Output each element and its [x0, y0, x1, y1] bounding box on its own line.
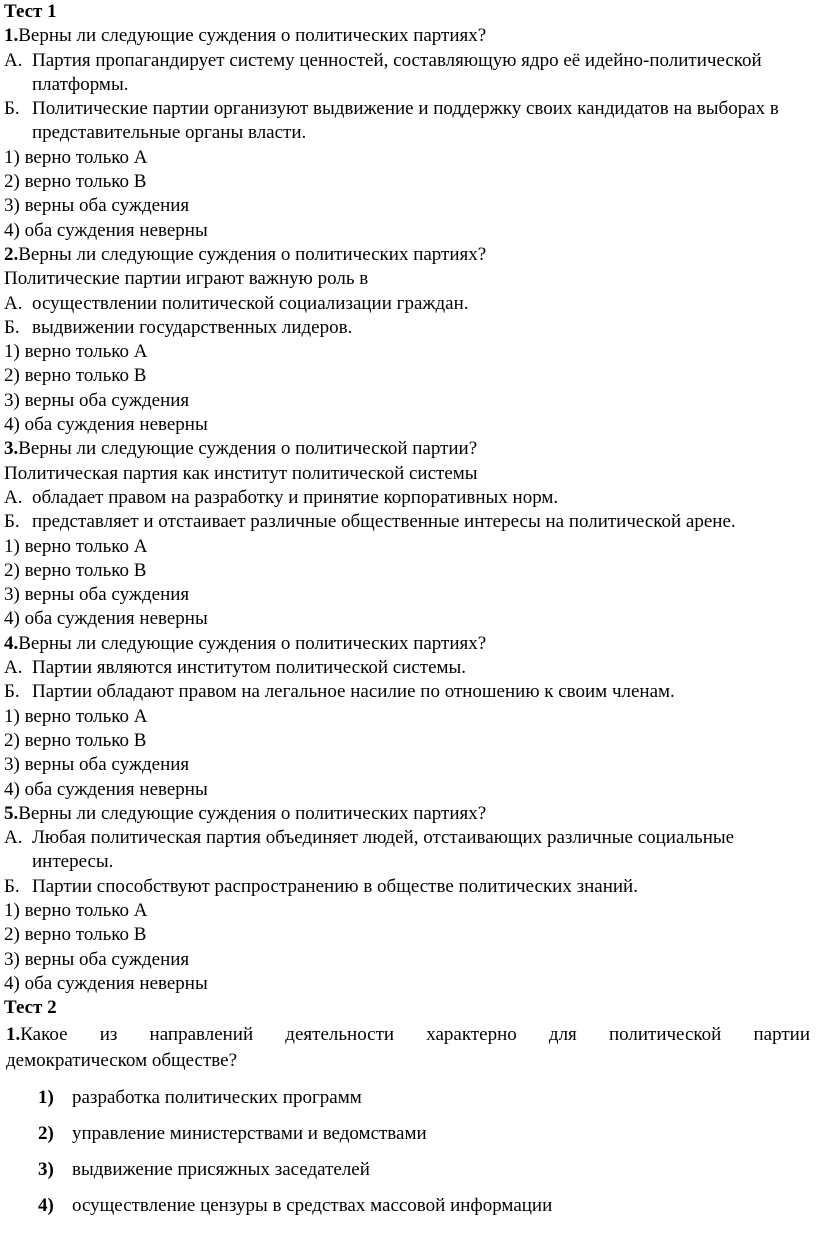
- statement-b: [4, 97, 812, 146]
- statement-text: представляет и отстаивает различные общественные интересы на политической арене.: [32, 511, 736, 533]
- statement-text: обладает правом на разработку и принятие корпоративных норм.: [32, 486, 559, 508]
- answer-option: 3) верны оба суждения: [4, 389, 190, 411]
- answer-option: 1) верно только А: [4, 341, 148, 363]
- test2-question-line-2: демократическом обществе?: [6, 1050, 238, 1072]
- answer-option: 3) верны оба суждения: [4, 584, 190, 606]
- answer-option: 2) верно только В: [4, 171, 147, 193]
- statement-text: Политические партии организуют выдвижение и поддержку своих кандидатов на выборах в представительные органы власти.: [32, 98, 779, 144]
- statement-label: Б.: [4, 511, 20, 533]
- statement-text: Любая политическая партия объединяет людей, отстаивающих различные социальные интересы.: [32, 827, 735, 873]
- test1-title: Тест 1: [4, 1, 57, 22]
- answer-option: 2) верно только В: [4, 559, 147, 581]
- statement-a: [4, 826, 812, 875]
- statement-b: [4, 510, 812, 534]
- answer-option: 4) оба суждения неверны: [4, 219, 208, 241]
- statement-label: А.: [4, 292, 23, 314]
- question-number: 5.: [4, 802, 19, 824]
- question-3: [4, 437, 812, 631]
- option-text: управление министерствами и ведомствами: [72, 1123, 427, 1145]
- statement-b: [4, 680, 812, 704]
- statement-label: Б.: [4, 316, 20, 338]
- option-text: осуществление цензуры в средствах массовой информации: [72, 1195, 553, 1217]
- option-number: 1): [38, 1087, 54, 1109]
- answer-option: [4, 1158, 812, 1182]
- question-1: [4, 24, 812, 243]
- question-heading: [4, 632, 812, 656]
- answer-option: 3) верны оба суждения: [4, 195, 190, 217]
- question-2: [4, 243, 812, 437]
- question-heading: [4, 243, 812, 267]
- answer-option: 1) верно только А: [4, 535, 148, 557]
- question-5: [4, 802, 812, 996]
- answer-option: 4) оба суждения неверны: [4, 608, 208, 630]
- statement-text: Партии обладают правом на легальное насилие по отношению к своим членам.: [32, 681, 675, 703]
- statement-b: [4, 875, 812, 899]
- statement-b: [4, 316, 812, 340]
- statement-text: Партия пропагандирует систему ценностей, составляющую ядро её идейно-политической платформы.: [32, 49, 762, 95]
- statement-label: А.: [4, 827, 23, 849]
- statement-a: [4, 486, 812, 510]
- test2-options: [4, 1086, 812, 1218]
- question-number: 1.: [6, 1024, 21, 1046]
- question-text: Верны ли следующие суждения о политической партии?: [18, 438, 478, 460]
- option-number: 4): [38, 1195, 54, 1217]
- answer-option: 1) верно только А: [4, 146, 148, 168]
- statement-text: осуществлении политической социализации граждан.: [32, 292, 469, 314]
- answer-option: 4) оба суждения неверны: [4, 972, 208, 994]
- question-heading: [4, 437, 812, 461]
- statement-label: А.: [4, 657, 23, 679]
- question-text: Верны ли следующие суждения о политических партиях?: [18, 243, 487, 265]
- option-number: 3): [38, 1159, 54, 1181]
- question-heading: [4, 24, 812, 48]
- statement-a: [4, 656, 812, 680]
- question-number: 1.: [4, 25, 19, 47]
- question-text: Какое из направлений деятельности характерно для политической партии: [20, 1024, 810, 1046]
- statement-label: Б.: [4, 875, 20, 897]
- question-intro: Политическая партия как институт политической системы: [4, 462, 478, 484]
- answer-option: [4, 1194, 812, 1218]
- option-text: разработка политических программ: [72, 1087, 362, 1109]
- question-intro: Политические партии играют важную роль в: [4, 268, 369, 290]
- question-heading: [4, 802, 812, 826]
- statement-a: [4, 49, 812, 98]
- question-number: 3.: [4, 438, 19, 460]
- test2-title: Тест 2: [4, 997, 57, 1019]
- statement-a: [4, 292, 812, 316]
- answer-option: 1) верно только А: [4, 705, 148, 727]
- answer-option: [4, 1086, 812, 1110]
- statement-text: Партии способствуют распространению в обществе политических знаний.: [32, 875, 638, 897]
- test2-question: [4, 1022, 812, 1074]
- question-text: Верны ли следующие суждения о политических партиях?: [18, 802, 487, 824]
- answer-option: 3) верны оба суждения: [4, 754, 190, 776]
- question-4: [4, 632, 812, 802]
- test2-question-line-1: [6, 1022, 810, 1048]
- answer-option: 2) верно только В: [4, 729, 147, 751]
- statement-text: Партии являются институтом политической системы.: [32, 657, 467, 679]
- statement-text: выдвижении государственных лидеров.: [32, 316, 353, 338]
- statement-label: А.: [4, 49, 23, 71]
- question-text: Верны ли следующие суждения о политических партиях?: [18, 632, 487, 654]
- statement-label: Б.: [4, 98, 20, 120]
- question-number: 2.: [4, 243, 19, 265]
- answer-option: 3) верны оба суждения: [4, 948, 190, 970]
- question-text: Верны ли следующие суждения о политических партиях?: [18, 25, 487, 47]
- answer-option: 2) верно только В: [4, 365, 147, 387]
- answer-option: 4) оба суждения неверны: [4, 414, 208, 436]
- answer-option: 4) оба суждения неверны: [4, 778, 208, 800]
- option-text: выдвижение присяжных заседателей: [72, 1159, 370, 1181]
- statement-label: Б.: [4, 681, 20, 703]
- option-number: 2): [38, 1123, 54, 1145]
- answer-option: 1) верно только А: [4, 899, 148, 921]
- answer-option: [4, 1122, 812, 1146]
- statement-label: А.: [4, 486, 23, 508]
- answer-option: 2) верно только В: [4, 924, 147, 946]
- question-number: 4.: [4, 632, 19, 654]
